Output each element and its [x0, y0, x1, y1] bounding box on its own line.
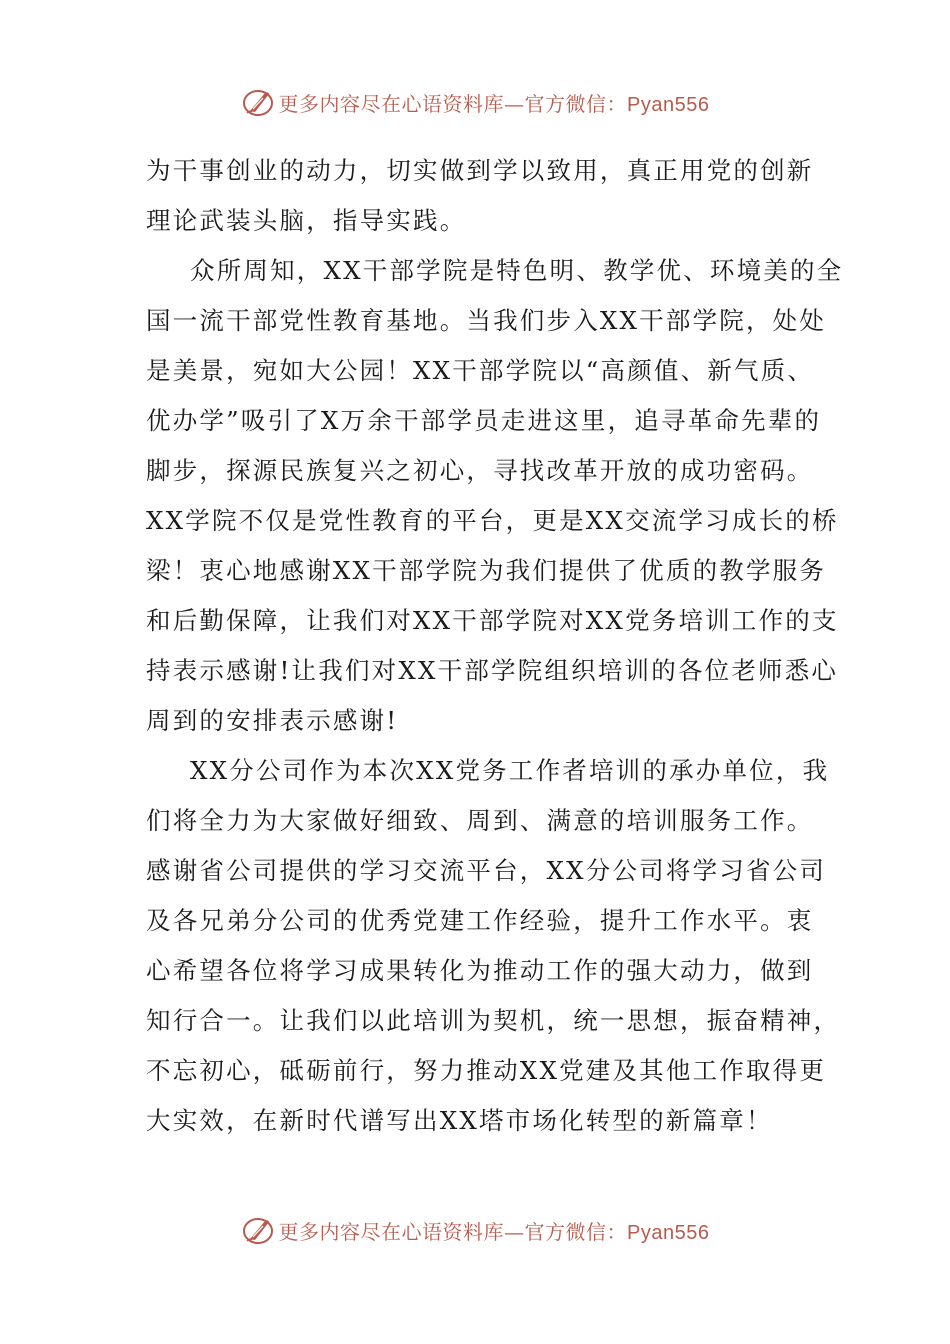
body-line: 和后勤保障，让我们对XX干部学院对XX党务培训工作的支 [146, 606, 839, 635]
body-line: 及各兄弟分公司的优秀党建工作经验，提升工作水平。衷 [146, 906, 814, 935]
paragraph-start-line: XX分公司作为本次XX党务工作者培训的承办单位，我 [190, 756, 830, 785]
body-line: 理论武装头脑，指导实践。 [146, 206, 467, 235]
body-line: 们将全力为大家做好细致、周到、满意的培训服务工作。 [146, 806, 814, 835]
document-body [146, 146, 844, 1146]
body-line: 梁！衷心地感谢XX干部学院为我们提供了优质的教学服务 [146, 556, 827, 585]
wechat-handle: Pyan556 [627, 1221, 710, 1244]
body-line: 优办学”吸引了X万余干部学员走进这里，追寻革命先辈的 [146, 406, 822, 435]
quill-pen-logo-icon [241, 85, 275, 119]
brand-slogan: 更多内容尽在心语资料库—官方微信： [278, 1219, 628, 1244]
body-line: 感谢省公司提供的学习交流平台，XX分公司将学习省公司 [146, 856, 827, 885]
wechat-handle: Pyan556 [627, 93, 710, 116]
brand-slogan: 更多内容尽在心语资料库—官方微信： [278, 91, 628, 116]
brand-text [279, 88, 710, 117]
body-line: 周到的安排表示感谢! [146, 706, 399, 735]
body-line: 国一流干部党性教育基地。当我们步入XX干部学院，处处 [146, 306, 827, 335]
body-line: 脚步，探源民族复兴之初心，寻找改革开放的成功密码。 [146, 456, 814, 485]
body-line: 持表示感谢!让我们对XX干部学院组织培训的各位老师悉心 [146, 656, 839, 685]
footer-banner [0, 1210, 950, 1250]
body-line: XX学院不仅是党性教育的平台，更是XX交流学习成长的桥 [146, 506, 839, 535]
body-line: 知行合一。让我们以此培训为契机，统一思想，振奋精神， [146, 1006, 841, 1035]
body-line: 不忘初心，砥砺前行，努力推动XX党建及其他工作取得更 [146, 1056, 827, 1085]
body-line: 心希望各位将学习成果转化为推动工作的强大动力，做到 [146, 956, 814, 985]
paragraph-start-line: 众所周知，XX干部学院是特色明、教学优、环境美的全 [190, 256, 844, 285]
body-line: 是美景，宛如大公园！XX干部学院以“高颜值、新气质、 [146, 356, 815, 385]
header-banner [0, 82, 950, 122]
body-line: 大实效，在新时代谱写出XX塔市场化转型的新篇章！ [146, 1106, 773, 1135]
quill-pen-logo-icon [241, 1213, 275, 1247]
brand-text [279, 1216, 710, 1245]
body-line: 为干事创业的动力，切实做到学以致用，真正用党的创新 [146, 156, 814, 185]
